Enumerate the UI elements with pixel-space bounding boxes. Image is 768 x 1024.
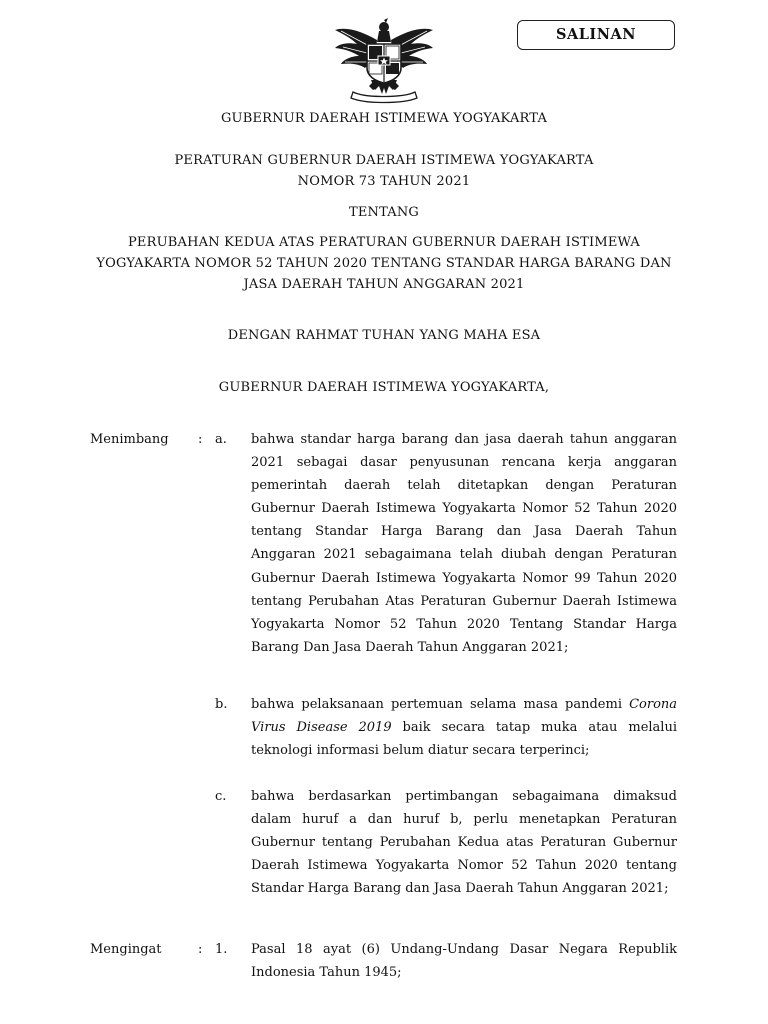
item-marker-c: c. — [215, 789, 227, 804]
menimbang-item-b — [251, 693, 677, 762]
menimbang-label: Menimbang — [90, 432, 169, 447]
menimbang-item-a: bahwa standar harga barang dan jasa daerah tahun anggaran 2021 sebagai dasar penyusunan rencana kerja anggaran pemerintah daerah telah ditetapkan dengan Peraturan Gubernur Daerah Istimewa Yogyakarta Nomor 52 Tahun 2020 tentang Standar Harga Barang dan Jasa Daerah Tahun Anggaran 2021 sebagaimana telah diubah dengan Peraturan Gubernur Daerah Istimewa Yogyakarta Nomor 99 Tahun 2020 tentang Perubahan Atas Peraturan Gubernur Daerah Istimewa Yogyakarta Nomor 52 Tahun 2020 Tentang Standar Harga Barang Dan Jasa Daerah Tahun Anggaran 2021; — [251, 432, 677, 655]
mengingat-label: Mengingat — [90, 942, 162, 957]
regulation-number: NOMOR 73 TAHUN 2021 — [297, 174, 471, 189]
menimbang-colon: : — [198, 432, 203, 447]
regulation-title: PERATURAN GUBERNUR DAERAH ISTIMEWA YOGYAKARTA — [174, 153, 594, 168]
subject-line-3: JASA DAERAH TAHUN ANGGARAN 2021 — [243, 277, 525, 292]
item-b-text-before: bahwa pelaksanaan pertemuan selama masa pandemi — [251, 697, 622, 712]
salinan-stamp: SALINAN — [517, 20, 675, 50]
subject-line-1: PERUBAHAN KEDUA ATAS PERATURAN GUBERNUR DAERAH ISTIMEWA — [127, 235, 641, 250]
menimbang-item-c: bahwa berdasarkan pertimbangan sebagaimana dimaksud dalam huruf a dan huruf b, perlu menetapkan Peraturan Gubernur tentang Perubahan Kedua atas Peraturan Gubernur Daerah Istimewa Yogyakarta Nomor 52 Tahun 2020 tentang Standar Harga Barang dan Jasa Daerah Tahun Anggaran 2021; — [251, 789, 677, 897]
governor-title: GUBERNUR DAERAH ISTIMEWA YOGYAKARTA — [220, 111, 548, 126]
item-b-text-after: baik secara tatap muka atau melalui teknologi informasi belum diatur secara terperinci; — [251, 720, 677, 759]
blessing-line: DENGAN RAHMAT TUHAN YANG MAHA ESA — [227, 328, 541, 343]
mengingat-colon: : — [198, 942, 203, 957]
garuda-emblem-icon — [333, 18, 435, 104]
item-marker-b: b. — [215, 697, 228, 712]
item-marker-a: a. — [215, 432, 227, 447]
subject-line-2: YOGYAKARTA NOMOR 52 TAHUN 2020 TENTANG STANDAR HARGA BARANG DAN — [96, 256, 672, 271]
item-marker-1: 1. — [215, 942, 228, 957]
about-heading: TENTANG — [348, 205, 420, 220]
governor-signoff: GUBERNUR DAERAH ISTIMEWA YOGYAKARTA, — [218, 380, 550, 395]
mengingat-item-1: Pasal 18 ayat (6) Undang-Undang Dasar Negara Republik Indonesia Tahun 1945; — [251, 942, 677, 981]
item-b-italic-text: Corona Virus Disease 2019 — [251, 697, 678, 736]
